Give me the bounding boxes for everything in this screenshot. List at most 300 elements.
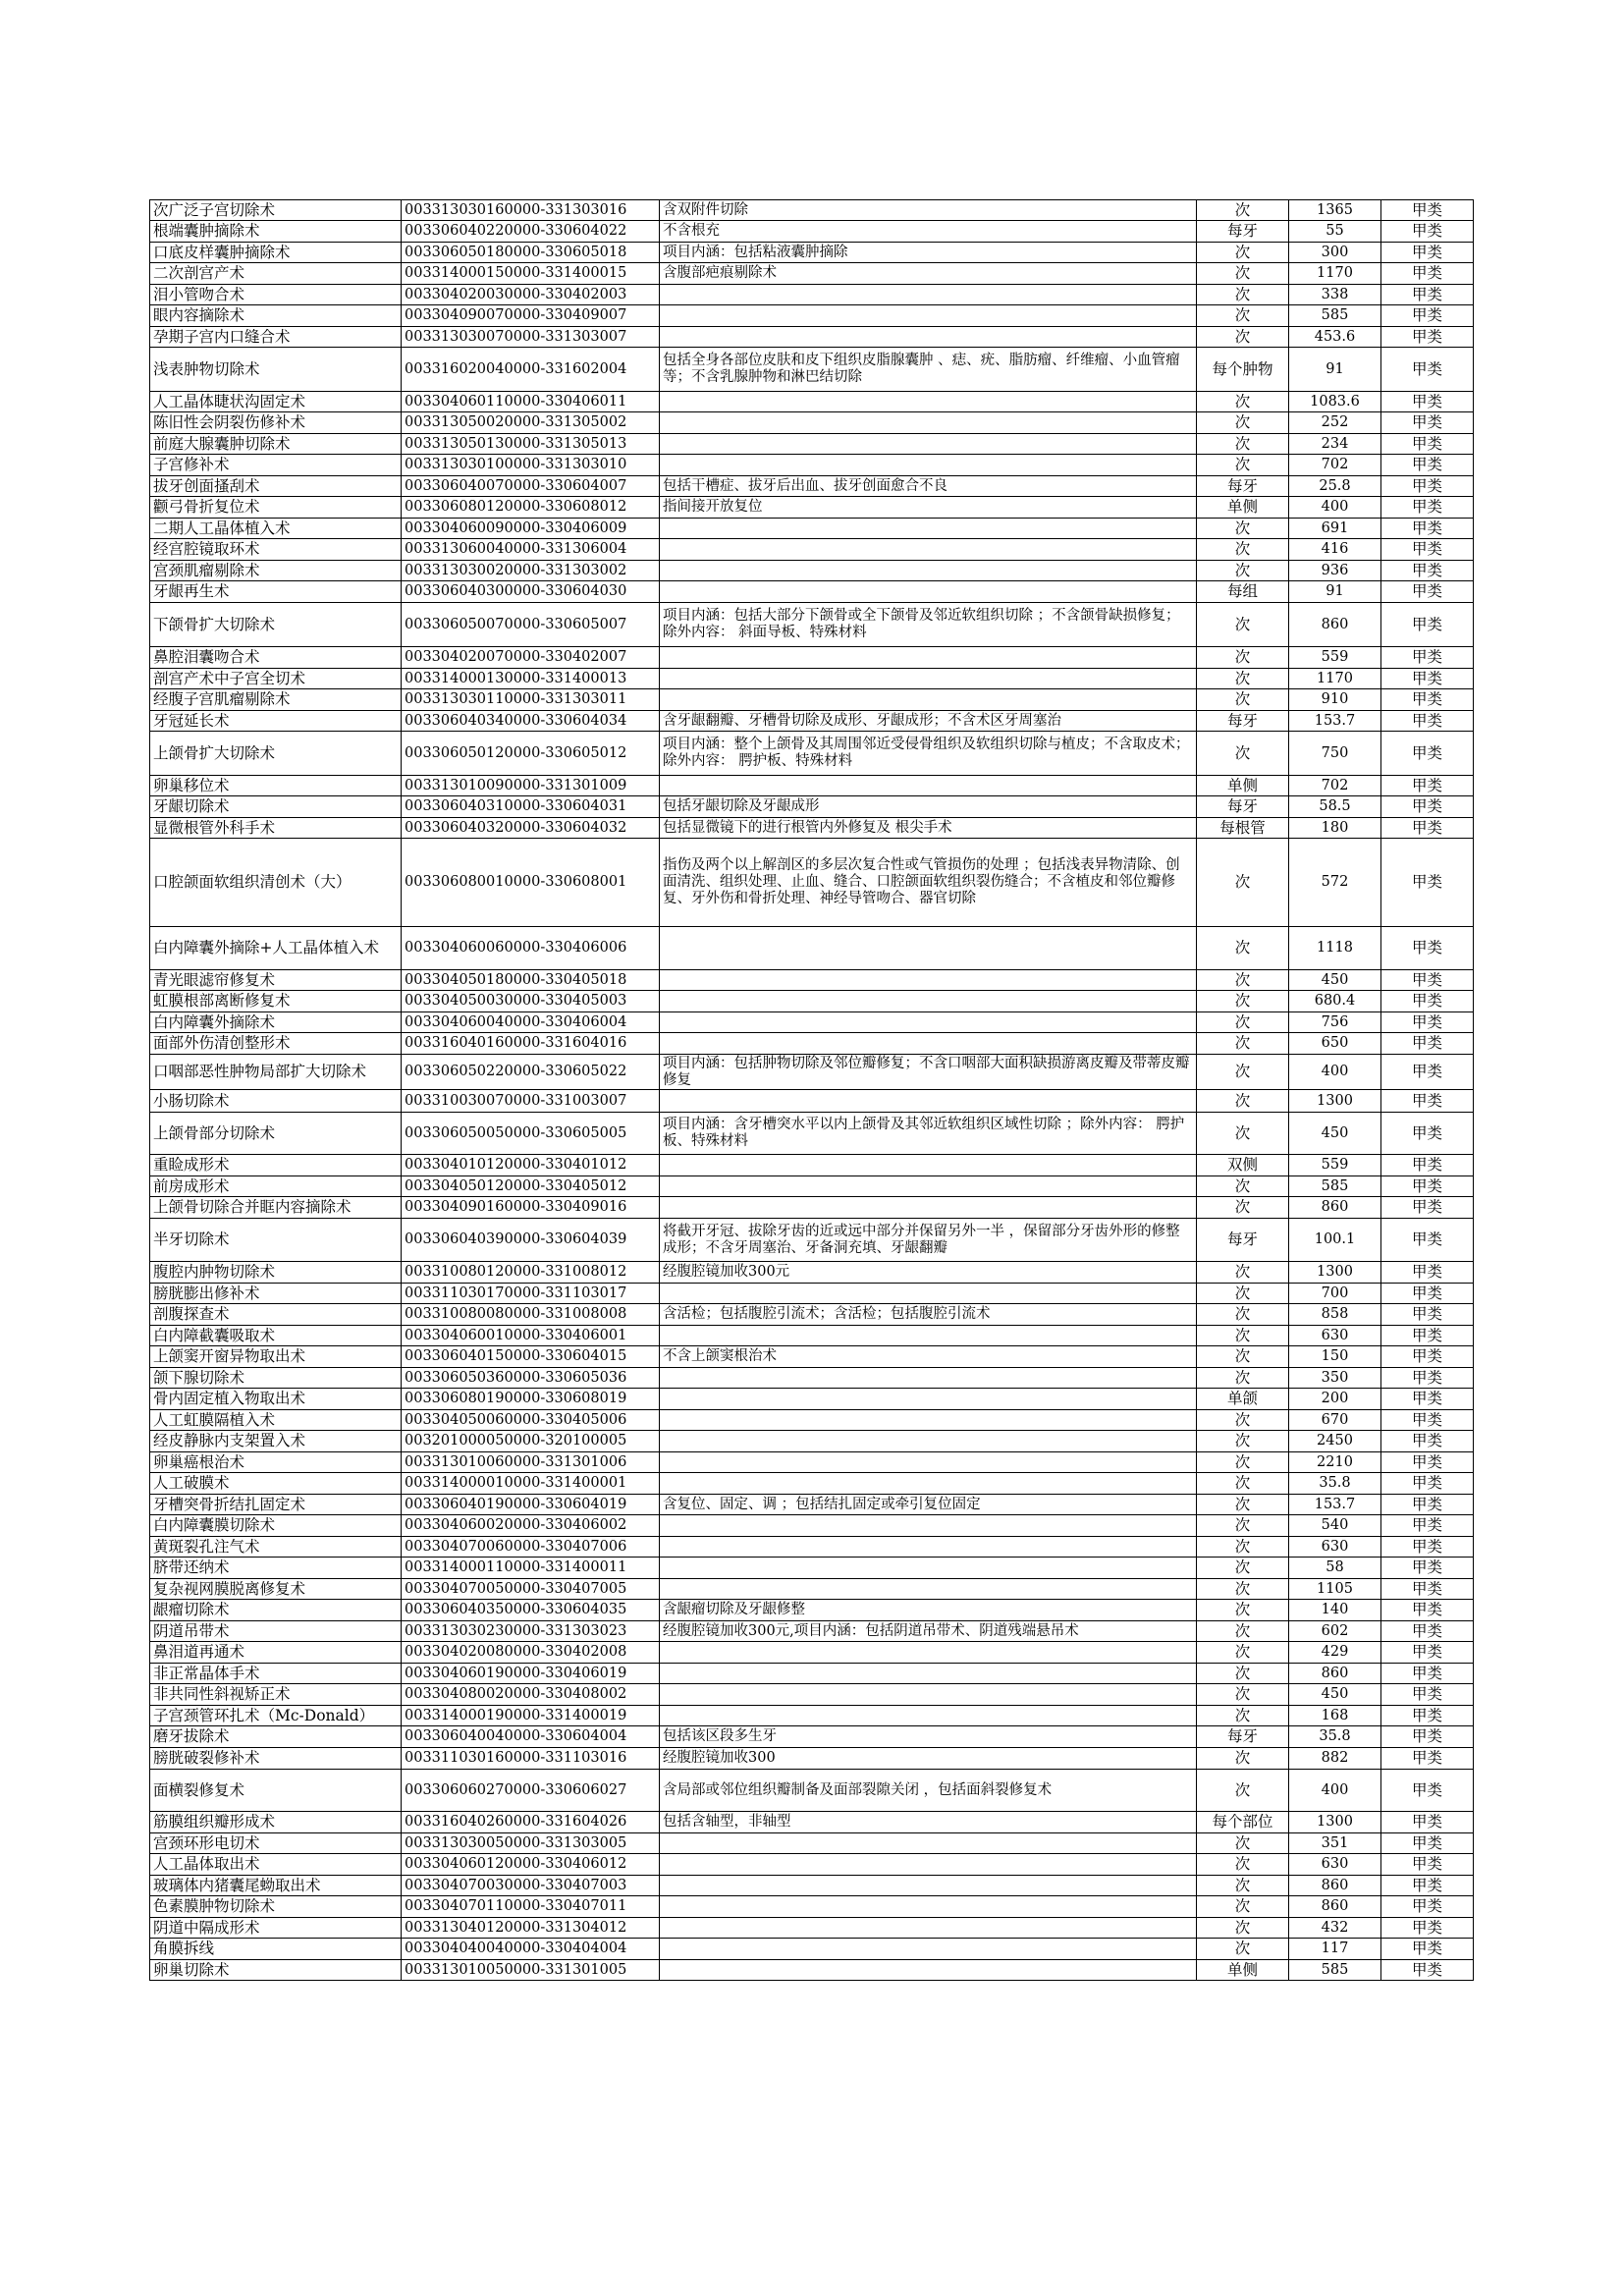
category-cell: 甲类 bbox=[1381, 455, 1474, 476]
item-code-cell: 003304060010000-330406001 bbox=[402, 1326, 660, 1346]
table-row bbox=[150, 1090, 1474, 1113]
table-row bbox=[150, 839, 1474, 927]
item-name-cell: 人工晶体睫状沟固定术 bbox=[150, 392, 402, 412]
category-cell: 甲类 bbox=[1381, 732, 1474, 776]
item-description-cell: 包括显微镜下的进行根管内外修复及 根尖手术 bbox=[660, 818, 1197, 839]
table-row bbox=[150, 327, 1474, 348]
fee-schedule-table bbox=[149, 199, 1474, 1981]
item-description-cell: 含龈瘤切除及牙龈修整 bbox=[660, 1600, 1197, 1621]
item-name-cell: 子宫修补术 bbox=[150, 455, 402, 476]
item-description-cell: 项目内涵：整个上颌骨及其周围邻近受侵骨组织及软组织切除与植皮；不含取皮术；除外内容： 腭护板、特殊材料 bbox=[660, 732, 1197, 776]
category-cell: 甲类 bbox=[1381, 647, 1474, 669]
price-cell: 35.8 bbox=[1289, 1726, 1381, 1748]
unit-cell: 次 bbox=[1197, 1600, 1289, 1621]
item-description-cell bbox=[660, 1833, 1197, 1854]
category-cell: 甲类 bbox=[1381, 434, 1474, 455]
item-description-cell: 项目内涵：包括大部分下颌骨或全下颌骨及邻近软组织切除 ；不含颌骨缺损修复；除外内容： 斜面导板、特殊材料 bbox=[660, 603, 1197, 647]
table-row bbox=[150, 1579, 1474, 1600]
item-description-cell bbox=[660, 519, 1197, 539]
item-description-cell bbox=[660, 581, 1197, 603]
category-cell: 甲类 bbox=[1381, 669, 1474, 689]
table-row bbox=[150, 1770, 1474, 1812]
unit-cell: 次 bbox=[1197, 327, 1289, 348]
price-cell: 429 bbox=[1289, 1642, 1381, 1664]
price-cell: 860 bbox=[1289, 603, 1381, 647]
item-description-cell bbox=[660, 392, 1197, 412]
table-row bbox=[150, 1473, 1474, 1495]
item-description-cell bbox=[660, 1854, 1197, 1876]
item-description-cell: 项目内涵：包括粘液囊肿摘除 bbox=[660, 243, 1197, 263]
item-name-cell: 上颌骨扩大切除术 bbox=[150, 732, 402, 776]
item-name-cell: 陈旧性会阴裂伤修补术 bbox=[150, 412, 402, 434]
item-description-cell: 项目内涵：含牙槽突水平以内上颌骨及其邻近软组织区域性切除 ；除外内容： 腭护板、特殊材料 bbox=[660, 1113, 1197, 1155]
item-code-cell: 003306080190000-330608019 bbox=[402, 1389, 660, 1410]
item-code-cell: 003306040040000-330604004 bbox=[402, 1726, 660, 1748]
unit-cell: 次 bbox=[1197, 669, 1289, 689]
item-code-cell: 003316020040000-331602004 bbox=[402, 348, 660, 392]
item-name-cell: 拔牙创面搔刮术 bbox=[150, 476, 402, 497]
item-description-cell: 包括全身各部位皮肤和皮下组织皮脂腺囊肿 、痣、疣、脂肪瘤、纤维瘤、小血管瘤等；不含乳腺肿物和淋巴结切除 bbox=[660, 348, 1197, 392]
table-row bbox=[150, 200, 1474, 221]
category-cell: 甲类 bbox=[1381, 1033, 1474, 1055]
price-cell: 234 bbox=[1289, 434, 1381, 455]
category-cell: 甲类 bbox=[1381, 603, 1474, 647]
price-cell: 200 bbox=[1289, 1389, 1381, 1410]
item-name-cell: 泪小管吻合术 bbox=[150, 285, 402, 305]
price-cell: 25.8 bbox=[1289, 476, 1381, 497]
category-cell: 甲类 bbox=[1381, 1876, 1474, 1896]
item-name-cell: 人工虹膜隔植入术 bbox=[150, 1410, 402, 1431]
item-description-cell: 经腹腔镜加收300 bbox=[660, 1748, 1197, 1770]
price-cell: 450 bbox=[1289, 1684, 1381, 1706]
table-row bbox=[150, 927, 1474, 970]
item-description-cell: 指伤及两个以上解剖区的多层次复合性或气管损伤的处理 ；包括浅表异物清除、创面清洗、组织处理、止血、缝合、口腔颌面软组织裂伤缝合；不含植皮和邻位瓣修复、牙外伤和骨折处理、神经导管吻合、器官切除 bbox=[660, 839, 1197, 927]
price-cell: 150 bbox=[1289, 1346, 1381, 1368]
table-row bbox=[150, 305, 1474, 327]
item-code-cell: 003314000150000-331400015 bbox=[402, 263, 660, 285]
item-name-cell: 卵巢切除术 bbox=[150, 1960, 402, 1981]
unit-cell: 每牙 bbox=[1197, 1726, 1289, 1748]
item-code-cell: 003304050030000-330405003 bbox=[402, 991, 660, 1012]
item-name-cell: 颧弓骨折复位术 bbox=[150, 497, 402, 519]
item-name-cell: 经皮静脉内支架置入术 bbox=[150, 1431, 402, 1452]
item-code-cell: 003304050120000-330405012 bbox=[402, 1176, 660, 1197]
item-code-cell: 003304010120000-330401012 bbox=[402, 1155, 660, 1176]
category-cell: 甲类 bbox=[1381, 839, 1474, 927]
item-code-cell: 003311030160000-331103016 bbox=[402, 1748, 660, 1770]
unit-cell: 次 bbox=[1197, 263, 1289, 285]
item-description-cell bbox=[660, 1176, 1197, 1197]
unit-cell: 次 bbox=[1197, 434, 1289, 455]
table-row bbox=[150, 1176, 1474, 1197]
table-row bbox=[150, 1664, 1474, 1684]
item-code-cell: 003306040390000-330604039 bbox=[402, 1219, 660, 1262]
table-row bbox=[150, 263, 1474, 285]
price-cell: 168 bbox=[1289, 1706, 1381, 1726]
table-row bbox=[150, 1515, 1474, 1537]
item-code-cell: 003306040220000-330604022 bbox=[402, 221, 660, 243]
category-cell: 甲类 bbox=[1381, 1621, 1474, 1642]
table-row bbox=[150, 1812, 1474, 1833]
item-code-cell: 003304070060000-330407006 bbox=[402, 1537, 660, 1558]
item-description-cell bbox=[660, 991, 1197, 1012]
unit-cell: 次 bbox=[1197, 970, 1289, 991]
item-description-cell: 经腹腔镜加收300元,项目内涵：包括阴道吊带术、阴道残端悬吊术 bbox=[660, 1621, 1197, 1642]
item-code-cell: 003313030070000-331303007 bbox=[402, 327, 660, 348]
table-row bbox=[150, 1055, 1474, 1090]
category-cell: 甲类 bbox=[1381, 1326, 1474, 1346]
category-cell: 甲类 bbox=[1381, 1410, 1474, 1431]
table-row bbox=[150, 1896, 1474, 1918]
category-cell: 甲类 bbox=[1381, 476, 1474, 497]
table-row bbox=[150, 776, 1474, 796]
item-name-cell: 前庭大腺囊肿切除术 bbox=[150, 434, 402, 455]
item-code-cell: 003306050220000-330605022 bbox=[402, 1055, 660, 1090]
item-name-cell: 面横裂修复术 bbox=[150, 1770, 402, 1812]
item-description-cell bbox=[660, 305, 1197, 327]
table-row bbox=[150, 1219, 1474, 1262]
item-description-cell bbox=[660, 1155, 1197, 1176]
item-name-cell: 半牙切除术 bbox=[150, 1219, 402, 1262]
category-cell: 甲类 bbox=[1381, 285, 1474, 305]
item-description-cell bbox=[660, 1284, 1197, 1304]
price-cell: 2210 bbox=[1289, 1452, 1381, 1473]
item-description-cell bbox=[660, 455, 1197, 476]
category-cell: 甲类 bbox=[1381, 711, 1474, 732]
item-description-cell: 项目内涵：包括肿物切除及邻位瓣修复；不含口咽部大面积缺损游离皮瓣及带蒂皮瓣修复 bbox=[660, 1055, 1197, 1090]
item-code-cell: 003316040260000-331604026 bbox=[402, 1812, 660, 1833]
unit-cell: 次 bbox=[1197, 1304, 1289, 1326]
price-cell: 100.1 bbox=[1289, 1219, 1381, 1262]
item-code-cell: 003306040320000-330604032 bbox=[402, 818, 660, 839]
category-cell: 甲类 bbox=[1381, 392, 1474, 412]
table-row bbox=[150, 539, 1474, 561]
unit-cell: 次 bbox=[1197, 1176, 1289, 1197]
item-code-cell: 003306040190000-330604019 bbox=[402, 1495, 660, 1515]
item-code-cell: 003306060270000-330606027 bbox=[402, 1770, 660, 1812]
price-cell: 35.8 bbox=[1289, 1473, 1381, 1495]
price-cell: 559 bbox=[1289, 1155, 1381, 1176]
item-code-cell: 003306080120000-330608012 bbox=[402, 497, 660, 519]
item-name-cell: 玻璃体内猪囊尾蚴取出术 bbox=[150, 1876, 402, 1896]
unit-cell: 次 bbox=[1197, 1033, 1289, 1055]
table-row bbox=[150, 497, 1474, 519]
price-cell: 860 bbox=[1289, 1896, 1381, 1918]
item-description-cell bbox=[660, 327, 1197, 348]
item-description-cell bbox=[660, 1537, 1197, 1558]
item-code-cell: 003304070110000-330407011 bbox=[402, 1896, 660, 1918]
item-code-cell: 003306040300000-330604030 bbox=[402, 581, 660, 603]
unit-cell: 次 bbox=[1197, 305, 1289, 327]
item-description-cell bbox=[660, 285, 1197, 305]
table-row bbox=[150, 1876, 1474, 1896]
price-cell: 910 bbox=[1289, 689, 1381, 711]
item-description-cell bbox=[660, 689, 1197, 711]
item-description-cell bbox=[660, 1918, 1197, 1939]
item-code-cell: 003313010050000-331301005 bbox=[402, 1960, 660, 1981]
item-code-cell: 003313030050000-331303005 bbox=[402, 1833, 660, 1854]
item-name-cell: 鼻腔泪囊吻合术 bbox=[150, 647, 402, 669]
table-row bbox=[150, 285, 1474, 305]
item-description-cell bbox=[660, 1431, 1197, 1452]
item-code-cell: 003306050180000-330605018 bbox=[402, 243, 660, 263]
category-cell: 甲类 bbox=[1381, 1495, 1474, 1515]
item-description-cell: 将截开牙冠、拔除牙齿的近或远中部分并保留另外一半 ，保留部分牙齿外形的修整成形；不含牙周塞治、牙备洞充填、牙龈翻瓣 bbox=[660, 1219, 1197, 1262]
price-cell: 416 bbox=[1289, 539, 1381, 561]
category-cell: 甲类 bbox=[1381, 689, 1474, 711]
item-code-cell: 003306040350000-330604035 bbox=[402, 1600, 660, 1621]
unit-cell: 次 bbox=[1197, 1368, 1289, 1389]
unit-cell: 每牙 bbox=[1197, 1219, 1289, 1262]
price-cell: 630 bbox=[1289, 1326, 1381, 1346]
item-code-cell: 003304060020000-330406002 bbox=[402, 1515, 660, 1537]
unit-cell: 次 bbox=[1197, 1876, 1289, 1896]
category-cell: 甲类 bbox=[1381, 497, 1474, 519]
item-description-cell bbox=[660, 1410, 1197, 1431]
item-description-cell bbox=[660, 1684, 1197, 1706]
table-row bbox=[150, 1537, 1474, 1558]
item-description-cell bbox=[660, 1012, 1197, 1033]
item-description-cell bbox=[660, 1473, 1197, 1495]
item-description-cell bbox=[660, 1368, 1197, 1389]
table-row bbox=[150, 796, 1474, 818]
item-name-cell: 阴道吊带术 bbox=[150, 1621, 402, 1642]
price-cell: 585 bbox=[1289, 305, 1381, 327]
item-code-cell: 003304080020000-330408002 bbox=[402, 1684, 660, 1706]
item-name-cell: 次广泛子宫切除术 bbox=[150, 200, 402, 221]
item-name-cell: 龈瘤切除术 bbox=[150, 1600, 402, 1621]
item-description-cell: 不含根充 bbox=[660, 221, 1197, 243]
unit-cell: 次 bbox=[1197, 1896, 1289, 1918]
item-description-cell: 包括该区段多生牙 bbox=[660, 1726, 1197, 1748]
table-row bbox=[150, 348, 1474, 392]
category-cell: 甲类 bbox=[1381, 539, 1474, 561]
price-cell: 860 bbox=[1289, 1876, 1381, 1896]
table-row bbox=[150, 581, 1474, 603]
item-description-cell: 包括含轴型，非轴型 bbox=[660, 1812, 1197, 1833]
price-cell: 702 bbox=[1289, 776, 1381, 796]
price-cell: 180 bbox=[1289, 818, 1381, 839]
unit-cell: 次 bbox=[1197, 1113, 1289, 1155]
table-row bbox=[150, 476, 1474, 497]
price-cell: 702 bbox=[1289, 455, 1381, 476]
category-cell: 甲类 bbox=[1381, 1219, 1474, 1262]
item-name-cell: 牙冠延长术 bbox=[150, 711, 402, 732]
unit-cell: 单颌 bbox=[1197, 1389, 1289, 1410]
price-cell: 338 bbox=[1289, 285, 1381, 305]
unit-cell: 次 bbox=[1197, 1515, 1289, 1537]
price-cell: 450 bbox=[1289, 1113, 1381, 1155]
category-cell: 甲类 bbox=[1381, 796, 1474, 818]
unit-cell: 每牙 bbox=[1197, 796, 1289, 818]
unit-cell: 次 bbox=[1197, 1012, 1289, 1033]
table-row bbox=[150, 1918, 1474, 1939]
unit-cell: 单侧 bbox=[1197, 776, 1289, 796]
item-name-cell: 浅表肿物切除术 bbox=[150, 348, 402, 392]
unit-cell: 次 bbox=[1197, 647, 1289, 669]
item-code-cell: 003314000190000-331400019 bbox=[402, 1706, 660, 1726]
item-description-cell: 不含上颌窦根治术 bbox=[660, 1346, 1197, 1368]
table-row bbox=[150, 243, 1474, 263]
price-cell: 1170 bbox=[1289, 669, 1381, 689]
category-cell: 甲类 bbox=[1381, 1706, 1474, 1726]
item-name-cell: 腹腔内肿物切除术 bbox=[150, 1262, 402, 1284]
item-name-cell: 白内障截囊吸取术 bbox=[150, 1326, 402, 1346]
category-cell: 甲类 bbox=[1381, 776, 1474, 796]
unit-cell: 次 bbox=[1197, 1770, 1289, 1812]
item-name-cell: 人工晶体取出术 bbox=[150, 1854, 402, 1876]
unit-cell: 次 bbox=[1197, 519, 1289, 539]
item-name-cell: 磨牙拔除术 bbox=[150, 1726, 402, 1748]
table-row bbox=[150, 392, 1474, 412]
price-cell: 153.7 bbox=[1289, 711, 1381, 732]
category-cell: 甲类 bbox=[1381, 1113, 1474, 1155]
item-code-cell: 003306040310000-330604031 bbox=[402, 796, 660, 818]
category-cell: 甲类 bbox=[1381, 1055, 1474, 1090]
table-row bbox=[150, 1012, 1474, 1033]
price-cell: 670 bbox=[1289, 1410, 1381, 1431]
category-cell: 甲类 bbox=[1381, 1284, 1474, 1304]
price-cell: 91 bbox=[1289, 348, 1381, 392]
price-cell: 1170 bbox=[1289, 263, 1381, 285]
item-code-cell: 003306050050000-330605005 bbox=[402, 1113, 660, 1155]
item-name-cell: 牙槽突骨折结扎固定术 bbox=[150, 1495, 402, 1515]
category-cell: 甲类 bbox=[1381, 1012, 1474, 1033]
category-cell: 甲类 bbox=[1381, 970, 1474, 991]
table-row bbox=[150, 1284, 1474, 1304]
table-row bbox=[150, 818, 1474, 839]
table-row bbox=[150, 221, 1474, 243]
item-code-cell: 003311030170000-331103017 bbox=[402, 1284, 660, 1304]
table-row bbox=[150, 1726, 1474, 1748]
item-code-cell: 003304060090000-330406009 bbox=[402, 519, 660, 539]
table-row bbox=[150, 1113, 1474, 1155]
table-row bbox=[150, 669, 1474, 689]
unit-cell: 每牙 bbox=[1197, 476, 1289, 497]
price-cell: 1300 bbox=[1289, 1090, 1381, 1113]
price-cell: 860 bbox=[1289, 1664, 1381, 1684]
unit-cell: 次 bbox=[1197, 1197, 1289, 1219]
item-code-cell: 003306040070000-330604007 bbox=[402, 476, 660, 497]
category-cell: 甲类 bbox=[1381, 200, 1474, 221]
item-description-cell: 含活检；包括腹腔引流术；含活检；包括腹腔引流术 bbox=[660, 1304, 1197, 1326]
item-name-cell: 口腔颌面软组织清创术（大） bbox=[150, 839, 402, 927]
unit-cell: 次 bbox=[1197, 839, 1289, 927]
item-name-cell: 色素膜肿物切除术 bbox=[150, 1896, 402, 1918]
unit-cell: 双侧 bbox=[1197, 1155, 1289, 1176]
item-name-cell: 青光眼滤帘修复术 bbox=[150, 970, 402, 991]
item-description-cell: 含双附件切除 bbox=[660, 200, 1197, 221]
item-description-cell bbox=[660, 1579, 1197, 1600]
item-description-cell: 包括干槽症、拔牙后出血、拔牙创面愈合不良 bbox=[660, 476, 1197, 497]
item-code-cell: 003313010090000-331301009 bbox=[402, 776, 660, 796]
item-code-cell: 003201000050000-320100005 bbox=[402, 1431, 660, 1452]
item-code-cell: 003304040040000-330404004 bbox=[402, 1939, 660, 1960]
table-row bbox=[150, 1706, 1474, 1726]
table-row bbox=[150, 1262, 1474, 1284]
item-name-cell: 下颌骨扩大切除术 bbox=[150, 603, 402, 647]
unit-cell: 每个部位 bbox=[1197, 1812, 1289, 1833]
unit-cell: 次 bbox=[1197, 1346, 1289, 1368]
price-cell: 400 bbox=[1289, 1055, 1381, 1090]
price-cell: 756 bbox=[1289, 1012, 1381, 1033]
price-cell: 650 bbox=[1289, 1033, 1381, 1055]
unit-cell: 次 bbox=[1197, 1833, 1289, 1854]
price-cell: 1365 bbox=[1289, 200, 1381, 221]
item-description-cell bbox=[660, 1706, 1197, 1726]
unit-cell: 次 bbox=[1197, 1284, 1289, 1304]
table-row bbox=[150, 689, 1474, 711]
item-name-cell: 白内障囊膜切除术 bbox=[150, 1515, 402, 1537]
price-cell: 1300 bbox=[1289, 1812, 1381, 1833]
category-cell: 甲类 bbox=[1381, 1664, 1474, 1684]
category-cell: 甲类 bbox=[1381, 818, 1474, 839]
price-cell: 572 bbox=[1289, 839, 1381, 927]
unit-cell: 次 bbox=[1197, 1326, 1289, 1346]
item-name-cell: 人工破膜术 bbox=[150, 1473, 402, 1495]
unit-cell: 次 bbox=[1197, 392, 1289, 412]
price-cell: 350 bbox=[1289, 1368, 1381, 1389]
price-cell: 351 bbox=[1289, 1833, 1381, 1854]
category-cell: 甲类 bbox=[1381, 1579, 1474, 1600]
item-code-cell: 003313050020000-331305002 bbox=[402, 412, 660, 434]
item-name-cell: 小肠切除术 bbox=[150, 1090, 402, 1113]
table-row bbox=[150, 1326, 1474, 1346]
category-cell: 甲类 bbox=[1381, 1090, 1474, 1113]
item-code-cell: 003313010060000-331301006 bbox=[402, 1452, 660, 1473]
unit-cell: 次 bbox=[1197, 1854, 1289, 1876]
item-code-cell: 003314000010000-331400001 bbox=[402, 1473, 660, 1495]
unit-cell: 每组 bbox=[1197, 581, 1289, 603]
table-row bbox=[150, 1431, 1474, 1452]
item-name-cell: 剖腹探查术 bbox=[150, 1304, 402, 1326]
unit-cell: 次 bbox=[1197, 732, 1289, 776]
item-code-cell: 003304050060000-330405006 bbox=[402, 1410, 660, 1431]
item-name-cell: 剖宫产术中子宫全切术 bbox=[150, 669, 402, 689]
table-row bbox=[150, 1854, 1474, 1876]
price-cell: 750 bbox=[1289, 732, 1381, 776]
category-cell: 甲类 bbox=[1381, 412, 1474, 434]
item-description-cell: 经腹腔镜加收300元 bbox=[660, 1262, 1197, 1284]
table-row bbox=[150, 1684, 1474, 1706]
item-description-cell bbox=[660, 412, 1197, 434]
item-description-cell bbox=[660, 776, 1197, 796]
item-description-cell bbox=[660, 1642, 1197, 1664]
category-cell: 甲类 bbox=[1381, 561, 1474, 581]
item-name-cell: 牙龈切除术 bbox=[150, 796, 402, 818]
item-code-cell: 003313030230000-331303023 bbox=[402, 1621, 660, 1642]
category-cell: 甲类 bbox=[1381, 1452, 1474, 1473]
category-cell: 甲类 bbox=[1381, 1918, 1474, 1939]
item-code-cell: 003310080080000-331008008 bbox=[402, 1304, 660, 1326]
unit-cell: 次 bbox=[1197, 1706, 1289, 1726]
table-row bbox=[150, 455, 1474, 476]
item-name-cell: 经腹子宫肌瘤剔除术 bbox=[150, 689, 402, 711]
table-row bbox=[150, 1304, 1474, 1326]
table-row bbox=[150, 1558, 1474, 1579]
price-cell: 1300 bbox=[1289, 1262, 1381, 1284]
item-code-cell: 003306050120000-330605012 bbox=[402, 732, 660, 776]
item-name-cell: 二期人工晶体植入术 bbox=[150, 519, 402, 539]
item-code-cell: 003304090160000-330409016 bbox=[402, 1197, 660, 1219]
item-code-cell: 003304060190000-330406019 bbox=[402, 1664, 660, 1684]
unit-cell: 次 bbox=[1197, 1090, 1289, 1113]
unit-cell: 次 bbox=[1197, 1262, 1289, 1284]
item-code-cell: 003304060040000-330406004 bbox=[402, 1012, 660, 1033]
table-row bbox=[150, 1833, 1474, 1854]
table-row bbox=[150, 1033, 1474, 1055]
table-row bbox=[150, 1495, 1474, 1515]
